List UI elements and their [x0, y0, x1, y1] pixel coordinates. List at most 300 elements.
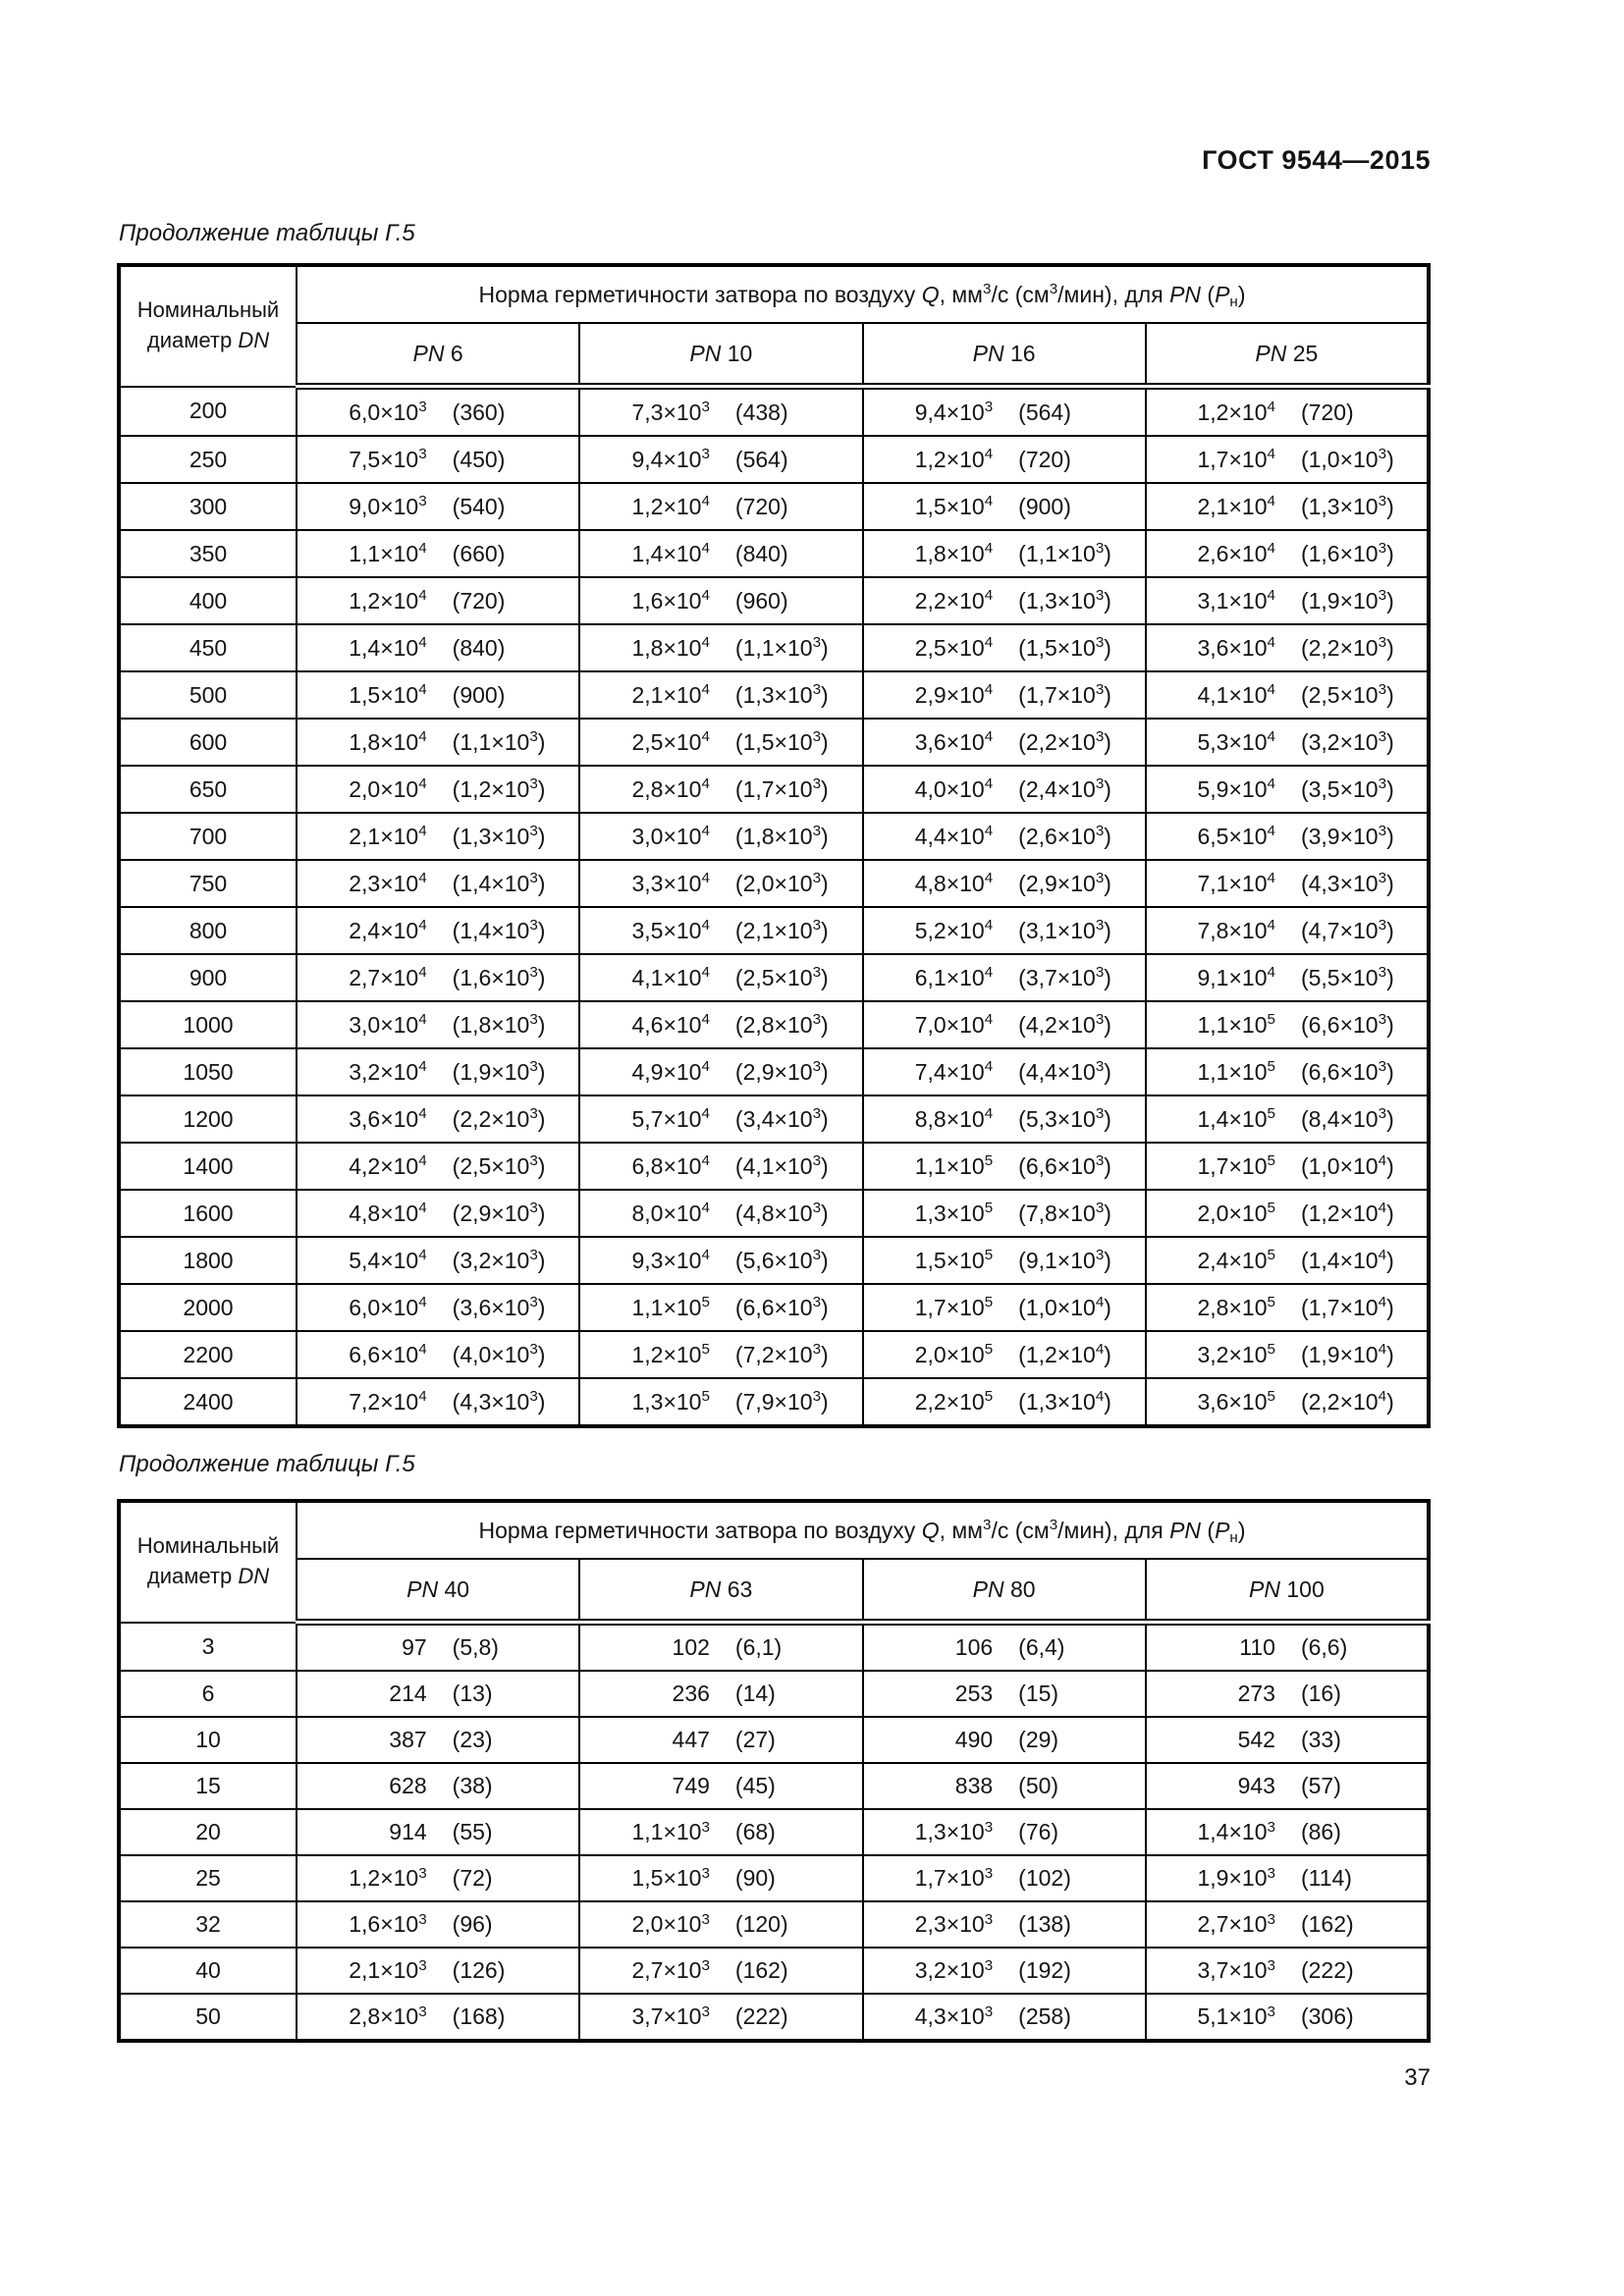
q-value: $1,5\times 10^4$ — [914, 493, 994, 519]
value-cell — [1146, 907, 1429, 954]
dn-cell: 250 — [119, 436, 297, 483]
q-value-parenthetical: (438) — [734, 399, 788, 425]
q-value: 914 — [389, 1819, 427, 1844]
value-cell — [1146, 1378, 1429, 1426]
q-value-parenthetical: (258) — [1018, 2003, 1071, 2029]
q-value: $5,1\times 10^3$ — [1197, 2002, 1275, 2029]
table-row — [119, 1331, 1429, 1378]
q-value: $2,3\times 10^3$ — [914, 1910, 994, 1937]
dn-cell: 3 — [119, 1623, 297, 1672]
value-cell — [863, 1717, 1146, 1763]
dn-cell: 300 — [119, 483, 297, 530]
value-cell — [297, 813, 579, 860]
q-value-parenthetical: (29) — [1018, 1727, 1059, 1752]
value-cell — [863, 1623, 1146, 1672]
q-value-parenthetical: $(3,7\times 10^3)$ — [1018, 964, 1111, 990]
q-value: $9,3\times 10^4$ — [631, 1247, 710, 1273]
value-cell — [579, 1190, 862, 1237]
q-value-parenthetical: $(2,2\times 10^3)$ — [452, 1105, 546, 1132]
value-cell — [863, 671, 1146, 719]
value-cell — [297, 577, 579, 624]
q-value: $1,8\times 10^4$ — [349, 728, 427, 755]
value-cell — [579, 1237, 862, 1284]
value-cell — [579, 1855, 862, 1901]
value-cell — [863, 436, 1146, 483]
page-number: 37 — [1404, 2064, 1431, 2091]
q-value-parenthetical: $(1,5\times 10^3)$ — [734, 728, 829, 755]
table-row — [119, 1809, 1429, 1855]
q-value-parenthetical: $(1,3\times 10^3)$ — [1300, 493, 1394, 519]
q-value-parenthetical: $(4,4\times 10^3)$ — [1018, 1058, 1111, 1085]
q-value-parenthetical: $(1,0\times 10^4)$ — [1300, 1152, 1394, 1179]
q-value-parenthetical: (55) — [452, 1819, 493, 1844]
q-value: $4,3\times 10^3$ — [914, 2002, 994, 2029]
q-value-parenthetical: (23) — [452, 1727, 493, 1752]
value-cell — [1146, 1994, 1429, 2041]
q-value: $4,4\times 10^4$ — [914, 823, 994, 849]
q-value: $5,9\times 10^4$ — [1197, 775, 1275, 802]
q-value-parenthetical: $(1,9\times 10^3)$ — [452, 1058, 546, 1085]
value-cell — [297, 1623, 579, 1672]
q-value: $1,9\times 10^3$ — [1197, 1864, 1275, 1891]
dn-cell: 20 — [119, 1809, 297, 1855]
value-cell — [863, 1378, 1146, 1426]
table-row — [119, 671, 1429, 719]
value-cell — [297, 1237, 579, 1284]
value-cell — [863, 813, 1146, 860]
q-value: $7,3\times 10^3$ — [631, 399, 710, 425]
value-cell — [1146, 530, 1429, 577]
value-cell — [1146, 1855, 1429, 1901]
q-value: $1,1\times 10^5$ — [631, 1294, 710, 1320]
q-value: $3,7\times 10^3$ — [631, 2002, 710, 2029]
q-value-parenthetical: $(3,9\times 10^3)$ — [1300, 823, 1394, 849]
q-value-parenthetical: (50) — [1018, 1773, 1059, 1798]
q-value: $7,1\times 10^4$ — [1197, 870, 1275, 896]
q-value-parenthetical: $(2,1\times 10^3)$ — [734, 917, 829, 943]
q-value-parenthetical: $(4,3\times 10^3)$ — [452, 1388, 546, 1415]
value-cell — [579, 1671, 862, 1717]
value-cell — [297, 1809, 579, 1855]
table-row — [119, 483, 1429, 530]
q-value: $2,9\times 10^4$ — [914, 681, 994, 708]
value-cell — [1146, 1190, 1429, 1237]
q-value: 943 — [1237, 1773, 1275, 1798]
q-value: 749 — [672, 1773, 710, 1798]
q-value: $2,8\times 10^5$ — [1197, 1294, 1275, 1320]
value-cell — [863, 577, 1146, 624]
q-value: $1,6\times 10^4$ — [631, 587, 710, 614]
value-cell — [579, 907, 862, 954]
value-cell — [1146, 1001, 1429, 1048]
q-value: 628 — [389, 1773, 427, 1798]
value-cell — [579, 1809, 862, 1855]
table1-caption: Продолжение таблицы Г.5 — [119, 220, 415, 246]
value-cell — [863, 1001, 1146, 1048]
q-value: $2,0\times 10^5$ — [914, 1341, 994, 1367]
value-cell — [1146, 1284, 1429, 1331]
q-value: $2,0\times 10^4$ — [349, 775, 427, 802]
q-value: $4,9\times 10^4$ — [631, 1058, 710, 1085]
value-cell — [1146, 1237, 1429, 1284]
value-cell — [579, 1095, 862, 1143]
table-row — [119, 1095, 1429, 1143]
dn-cell: 800 — [119, 907, 297, 954]
dn-cell: 2200 — [119, 1331, 297, 1378]
q-value: $2,8\times 10^3$ — [349, 2002, 427, 2029]
value-cell — [863, 1284, 1146, 1331]
dn-cell: 700 — [119, 813, 297, 860]
q-value-parenthetical: $(1,7\times 10^4)$ — [1300, 1294, 1394, 1320]
dn-cell: 2000 — [119, 1284, 297, 1331]
q-value: $2,6\times 10^4$ — [1197, 540, 1275, 566]
value-cell — [297, 1331, 579, 1378]
q-value-parenthetical: $(1,4\times 10^3)$ — [452, 917, 546, 943]
value-cell — [1146, 954, 1429, 1001]
value-cell — [1146, 1331, 1429, 1378]
span-header-row — [119, 265, 1429, 323]
q-value-parenthetical: $(3,6\times 10^3)$ — [452, 1294, 546, 1320]
q-value-parenthetical: $(2,8\times 10^3)$ — [734, 1011, 829, 1038]
q-value: 253 — [954, 1681, 994, 1706]
q-value-parenthetical: $(6,6\times 10^3)$ — [734, 1294, 829, 1320]
q-value: $1,1\times 10^3$ — [631, 1818, 710, 1844]
q-value: $1,7\times 10^5$ — [914, 1294, 994, 1320]
table-row — [119, 577, 1429, 624]
q-value: $4,0\times 10^4$ — [914, 775, 994, 802]
value-cell — [863, 1901, 1146, 1948]
value-cell — [1146, 860, 1429, 907]
q-value-parenthetical: (900) — [1018, 493, 1071, 519]
value-cell — [579, 624, 862, 671]
pn-column-header: PN 63 — [579, 1559, 862, 1623]
value-cell — [579, 766, 862, 813]
q-value-parenthetical: (6,4) — [1018, 1634, 1065, 1660]
value-cell — [579, 1763, 862, 1809]
dn-cell: 500 — [119, 671, 297, 719]
q-value-parenthetical: $(1,3\times 10^3)$ — [452, 823, 546, 849]
q-value-parenthetical: $(1,2\times 10^3)$ — [452, 775, 546, 802]
dn-cell: 350 — [119, 530, 297, 577]
q-value-parenthetical: (76) — [1018, 1819, 1059, 1844]
q-value: $6,8\times 10^4$ — [631, 1152, 710, 1179]
q-value-parenthetical: $(1,0\times 10^4)$ — [1018, 1294, 1111, 1320]
q-value: $6,5\times 10^4$ — [1197, 823, 1275, 849]
q-value-parenthetical: $(1,5\times 10^3)$ — [1018, 634, 1111, 661]
value-cell — [297, 954, 579, 1001]
q-value: $1,2\times 10^4$ — [1197, 399, 1275, 425]
value-cell — [863, 1671, 1146, 1717]
value-cell — [863, 483, 1146, 530]
value-cell — [1146, 1048, 1429, 1095]
q-value: $1,8\times 10^4$ — [631, 634, 710, 661]
q-value-parenthetical: $(1,3\times 10^4)$ — [1018, 1388, 1111, 1415]
q-value-parenthetical: (90) — [734, 1865, 776, 1891]
value-cell — [297, 1095, 579, 1143]
q-value-parenthetical: $(2,9\times 10^3)$ — [452, 1200, 546, 1226]
table-row — [119, 1717, 1429, 1763]
table-row — [119, 624, 1429, 671]
q-value-parenthetical: (102) — [1018, 1865, 1071, 1891]
dn-cell: 600 — [119, 719, 297, 766]
q-value: $2,1\times 10^4$ — [631, 681, 710, 708]
q-value-parenthetical: (114) — [1300, 1865, 1352, 1891]
q-value-parenthetical: (68) — [734, 1819, 776, 1844]
table-row — [119, 907, 1429, 954]
dn-cell: 10 — [119, 1717, 297, 1763]
dn-cell: 15 — [119, 1763, 297, 1809]
q-value: $9,4\times 10^3$ — [914, 399, 994, 425]
value-cell — [297, 1048, 579, 1095]
q-value: $1,4\times 10^3$ — [1197, 1818, 1275, 1844]
value-cell — [863, 1855, 1146, 1901]
q-value: $5,7\times 10^4$ — [631, 1105, 710, 1132]
q-value-parenthetical: (360) — [452, 399, 506, 425]
q-value-parenthetical: $(2,2\times 10^4)$ — [1300, 1388, 1394, 1415]
value-cell — [297, 1001, 579, 1048]
q-value-parenthetical: $(4,0\times 10^3)$ — [452, 1341, 546, 1367]
q-value-parenthetical: $(1,6\times 10^3)$ — [1300, 540, 1394, 566]
q-value-parenthetical: $(1,4\times 10^3)$ — [452, 870, 546, 896]
leakage-table-pn40-100 — [117, 1499, 1431, 2043]
q-value: $1,7\times 10^4$ — [1197, 446, 1275, 472]
q-value: $4,1\times 10^4$ — [1197, 681, 1275, 708]
table-row — [119, 1237, 1429, 1284]
q-value: $2,0\times 10^5$ — [1197, 1200, 1275, 1226]
table-row — [119, 436, 1429, 483]
value-cell — [1146, 719, 1429, 766]
q-value-parenthetical: (5,8) — [452, 1634, 499, 1660]
q-value-parenthetical: $(2,4\times 10^3)$ — [1018, 775, 1111, 802]
q-value-parenthetical: $(2,5\times 10^3)$ — [1300, 681, 1394, 708]
q-value-parenthetical: $(4,1\times 10^3)$ — [734, 1152, 829, 1179]
q-value-parenthetical: (162) — [1300, 1911, 1354, 1937]
doc-header: ГОСТ 9544—2015 — [1202, 145, 1431, 175]
pn-column-header: PN 16 — [863, 323, 1146, 387]
table-row — [119, 1671, 1429, 1717]
q-value-parenthetical: (564) — [1018, 399, 1071, 425]
table-row — [119, 860, 1429, 907]
q-value: $7,5\times 10^3$ — [349, 446, 427, 472]
q-value: $4,8\times 10^4$ — [349, 1200, 427, 1226]
dn-cell: 450 — [119, 624, 297, 671]
value-cell — [579, 1331, 862, 1378]
q-value: $2,2\times 10^4$ — [914, 587, 994, 614]
q-value-parenthetical: $(5,3\times 10^3)$ — [1018, 1105, 1111, 1132]
q-value: 102 — [672, 1634, 710, 1660]
value-cell — [863, 766, 1146, 813]
q-value: $1,1\times 10^5$ — [1197, 1058, 1275, 1085]
value-cell — [297, 387, 579, 437]
q-value: $9,0\times 10^3$ — [349, 493, 427, 519]
q-value-parenthetical: (222) — [734, 2003, 788, 2029]
value-cell — [863, 954, 1146, 1001]
table-row — [119, 813, 1429, 860]
value-cell — [579, 1623, 862, 1672]
q-value: $8,8\times 10^4$ — [914, 1105, 994, 1132]
value-cell — [297, 624, 579, 671]
q-value: $1,3\times 10^5$ — [631, 1388, 710, 1415]
q-value: 214 — [389, 1681, 427, 1706]
q-value: $1,3\times 10^3$ — [914, 1818, 994, 1844]
q-value-parenthetical: $(4,3\times 10^3)$ — [1300, 870, 1394, 896]
q-value-parenthetical: (6,1) — [734, 1634, 783, 1660]
value-cell — [297, 1717, 579, 1763]
value-cell — [297, 436, 579, 483]
q-value: $5,3\times 10^4$ — [1197, 728, 1275, 755]
q-value-parenthetical: $(1,7\times 10^3)$ — [1018, 681, 1111, 708]
q-value: $8,0\times 10^4$ — [631, 1200, 710, 1226]
q-value: $7,8\times 10^4$ — [1197, 917, 1275, 943]
value-cell — [579, 1994, 862, 2041]
value-cell — [579, 1901, 862, 1948]
q-value: 236 — [672, 1681, 710, 1706]
leakage-table-pn6-25 — [117, 263, 1431, 1428]
dn-cell: 400 — [119, 577, 297, 624]
q-value: $6,1\times 10^4$ — [914, 964, 994, 990]
q-value-parenthetical: $(2,6\times 10^3)$ — [1018, 823, 1111, 849]
dn-cell: 1000 — [119, 1001, 297, 1048]
q-value: $3,6\times 10^4$ — [349, 1105, 427, 1132]
q-value: $5,4\times 10^4$ — [349, 1247, 427, 1273]
q-value-parenthetical: $(2,2\times 10^3)$ — [1300, 634, 1394, 661]
value-cell — [297, 1378, 579, 1426]
value-cell — [579, 577, 862, 624]
q-value: $2,4\times 10^4$ — [349, 917, 427, 943]
pn-header-row — [119, 323, 1429, 387]
q-value: $1,4\times 10^5$ — [1197, 1105, 1275, 1132]
q-value-parenthetical: $(5,5\times 10^3)$ — [1300, 964, 1394, 990]
dn-cell: 32 — [119, 1901, 297, 1948]
q-value: $5,2\times 10^4$ — [914, 917, 994, 943]
q-value-parenthetical: (45) — [734, 1773, 776, 1798]
q-value-parenthetical: (900) — [452, 681, 506, 708]
dn-cell: 200 — [119, 387, 297, 437]
q-value-parenthetical: $(1,8\times 10^3)$ — [734, 823, 829, 849]
table-row — [119, 1048, 1429, 1095]
q-value: $4,2\times 10^4$ — [349, 1152, 427, 1179]
q-value-parenthetical: $(7,2\times 10^3)$ — [734, 1341, 829, 1367]
dn-cell: 750 — [119, 860, 297, 907]
q-value: $3,6\times 10^4$ — [914, 728, 994, 755]
q-value-parenthetical: $(1,0\times 10^3)$ — [1300, 446, 1394, 472]
q-value-parenthetical: $(2,5\times 10^3)$ — [734, 964, 829, 990]
pn-column-header: PN 6 — [297, 323, 579, 387]
q-value: 838 — [954, 1773, 994, 1798]
q-value-parenthetical: $(1,2\times 10^4)$ — [1300, 1200, 1394, 1226]
q-value: $2,7\times 10^4$ — [349, 964, 427, 990]
q-value: $9,1\times 10^4$ — [1197, 964, 1275, 990]
q-value-parenthetical: $(1,2\times 10^4)$ — [1018, 1341, 1111, 1367]
q-value: $3,2\times 10^5$ — [1197, 1341, 1275, 1367]
value-cell — [1146, 483, 1429, 530]
q-value: $3,7\times 10^3$ — [1197, 1956, 1275, 1983]
q-value: 447 — [672, 1727, 710, 1752]
value-cell — [863, 907, 1146, 954]
q-value-parenthetical: $(8,4\times 10^3)$ — [1300, 1105, 1394, 1132]
q-value: $1,6\times 10^3$ — [349, 1910, 427, 1937]
q-value: $7,2\times 10^4$ — [349, 1388, 427, 1415]
q-value-parenthetical: $(1,3\times 10^3)$ — [1018, 587, 1111, 614]
pn-column-header: PN 100 — [1146, 1559, 1429, 1623]
q-value: 387 — [389, 1727, 427, 1752]
table-body — [119, 1623, 1429, 2042]
q-value: $2,7\times 10^3$ — [631, 1956, 710, 1983]
value-cell — [297, 1284, 579, 1331]
value-cell — [863, 719, 1146, 766]
q-value: $1,7\times 10^3$ — [914, 1864, 994, 1891]
q-value: $3,2\times 10^3$ — [914, 1956, 994, 1983]
q-value-parenthetical: $(1,6\times 10^3)$ — [452, 964, 546, 990]
q-value-parenthetical: (720) — [1018, 446, 1071, 472]
q-value-parenthetical: (720) — [734, 493, 788, 519]
q-value-parenthetical: (306) — [1300, 2003, 1354, 2029]
q-value: $1,7\times 10^5$ — [1197, 1152, 1275, 1179]
q-value: $1,1\times 10^5$ — [1197, 1011, 1275, 1038]
q-value: $1,2\times 10^4$ — [631, 493, 710, 519]
value-cell — [863, 1048, 1146, 1095]
value-cell — [1146, 671, 1429, 719]
q-value: $3,2\times 10^4$ — [349, 1058, 427, 1085]
q-value-parenthetical: $(3,2\times 10^3)$ — [1300, 728, 1394, 755]
value-cell — [297, 671, 579, 719]
value-cell — [297, 1143, 579, 1190]
q-value-parenthetical: $(1,1\times 10^3)$ — [1018, 540, 1111, 566]
value-cell — [579, 1143, 862, 1190]
value-cell — [579, 954, 862, 1001]
q-value-parenthetical: (564) — [734, 446, 788, 472]
q-value-parenthetical: (72) — [452, 1865, 493, 1891]
dn-column-header: Номинальный диаметр DN — [119, 265, 297, 387]
q-value-parenthetical: (27) — [734, 1727, 776, 1752]
value-cell — [1146, 813, 1429, 860]
q-value: $3,0\times 10^4$ — [631, 823, 710, 849]
q-value: $1,1\times 10^4$ — [349, 540, 427, 566]
dn-cell: 2400 — [119, 1378, 297, 1426]
q-value-parenthetical: (120) — [734, 1911, 788, 1937]
q-value: $4,8\times 10^4$ — [914, 870, 994, 896]
q-value-parenthetical: (13) — [452, 1681, 493, 1706]
q-value: $2,5\times 10^4$ — [631, 728, 710, 755]
value-cell — [297, 907, 579, 954]
q-value-parenthetical: (6,6) — [1300, 1634, 1348, 1660]
q-value-parenthetical: $(4,8\times 10^3)$ — [734, 1200, 829, 1226]
q-value-parenthetical: $(1,1\times 10^3)$ — [734, 634, 829, 661]
q-value-parenthetical: (33) — [1300, 1727, 1341, 1752]
dn-cell: 1600 — [119, 1190, 297, 1237]
dn-cell: 1050 — [119, 1048, 297, 1095]
q-value: $2,4\times 10^5$ — [1197, 1247, 1275, 1273]
q-value-parenthetical: (126) — [452, 1957, 506, 1983]
q-value-parenthetical: (86) — [1300, 1819, 1341, 1844]
value-cell — [1146, 1095, 1429, 1143]
q-value-parenthetical: (540) — [452, 493, 506, 519]
table-row — [119, 1143, 1429, 1190]
dn-cell: 25 — [119, 1855, 297, 1901]
value-cell — [579, 387, 862, 437]
q-value-parenthetical: $(3,1\times 10^3)$ — [1018, 917, 1111, 943]
dn-cell: 900 — [119, 954, 297, 1001]
value-cell — [297, 1948, 579, 1994]
q-value: 273 — [1237, 1681, 1275, 1706]
q-value: $1,1\times 10^5$ — [914, 1152, 994, 1179]
table-row — [119, 1284, 1429, 1331]
value-cell — [863, 1095, 1146, 1143]
value-cell — [863, 1948, 1146, 1994]
table-row — [119, 1190, 1429, 1237]
q-value: 490 — [954, 1727, 994, 1752]
table-row — [119, 530, 1429, 577]
